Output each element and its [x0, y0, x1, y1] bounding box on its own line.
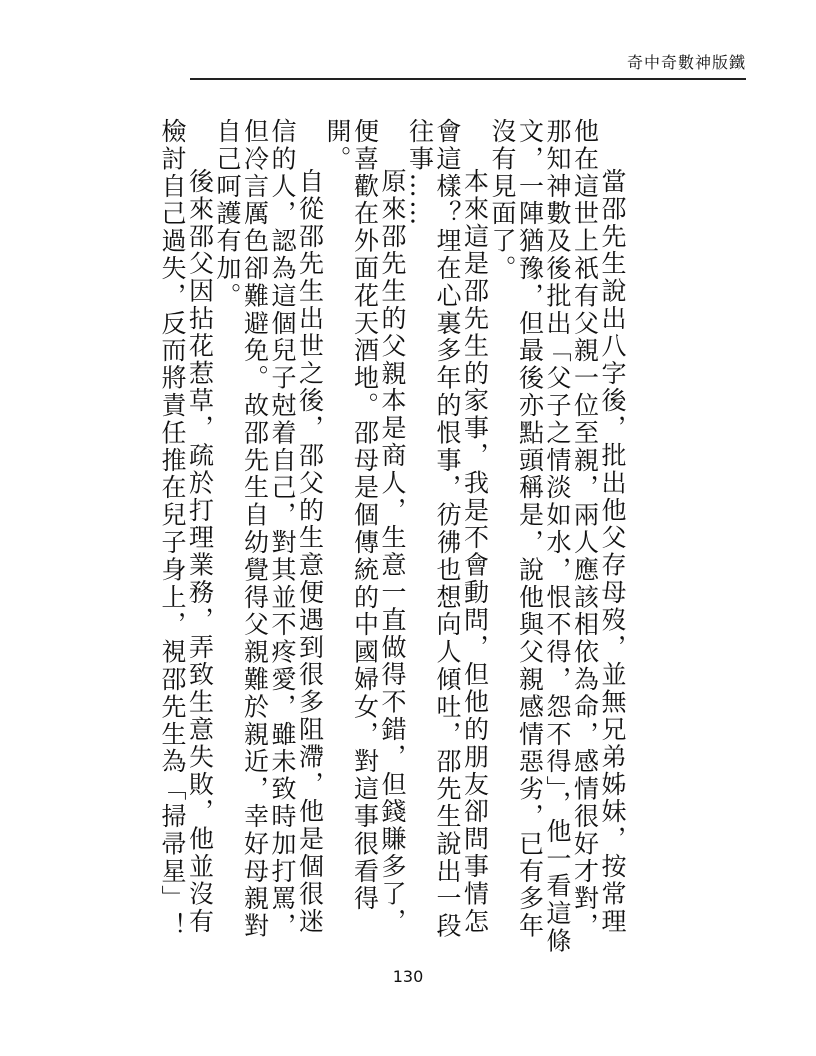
paragraph-2: 本來這是邵先生的家事，我是不會動問，但他的朋友卻問事情怎會這樣？埋在心裏多年的恨事，彷彿也想向人傾吐，邵先生說出一段往事…… — [405, 118, 490, 940]
paragraph-1: 當邵先生說出八字後，批出他父存母歿，並無兄弟姊妹，按常理他在這世上祇有父親一位至親，兩人應該相依為命，感情很好才對，那知神數及後批出「父子之情淡如水，恨不得，怨不得」，他一看這條文，一陣猶豫，但最後亦點頭稱是，說他與父親感情惡劣，已有多年沒有見面了。 — [488, 118, 627, 955]
running-header-title: 奇中奇數神版鐵 — [626, 53, 746, 72]
header-divider — [190, 78, 746, 80]
paragraph-5: 後來邵父因拈花惹草，疏於打理業務，弄致生意失敗，他並沒有檢討自己過失，反而將責任推在兒子身上，視邵先生為「掃帚星」！ — [158, 118, 215, 940]
page-number: 130 — [392, 967, 424, 986]
paragraph-3: 原來邵先生的父親本是商人，生意一直做得不錯，但錢賺多了，便喜歡在外面花天酒地。邵母是個傳統的中國婦女，對這事很看得開。 — [323, 118, 407, 936]
paragraph-4: 自從邵先生出世之後，邵父的生意便遇到很多阻滯，他是個很迷信的人，認為這個兒子尅着自己，對其並不疼愛，雖未致時加打罵，但冷言厲色卻難避免。故邵先生自幼覺得父親難於親近，幸好母親對自己呵護有加。 — [213, 118, 325, 940]
vertical-body-text — [158, 118, 627, 958]
